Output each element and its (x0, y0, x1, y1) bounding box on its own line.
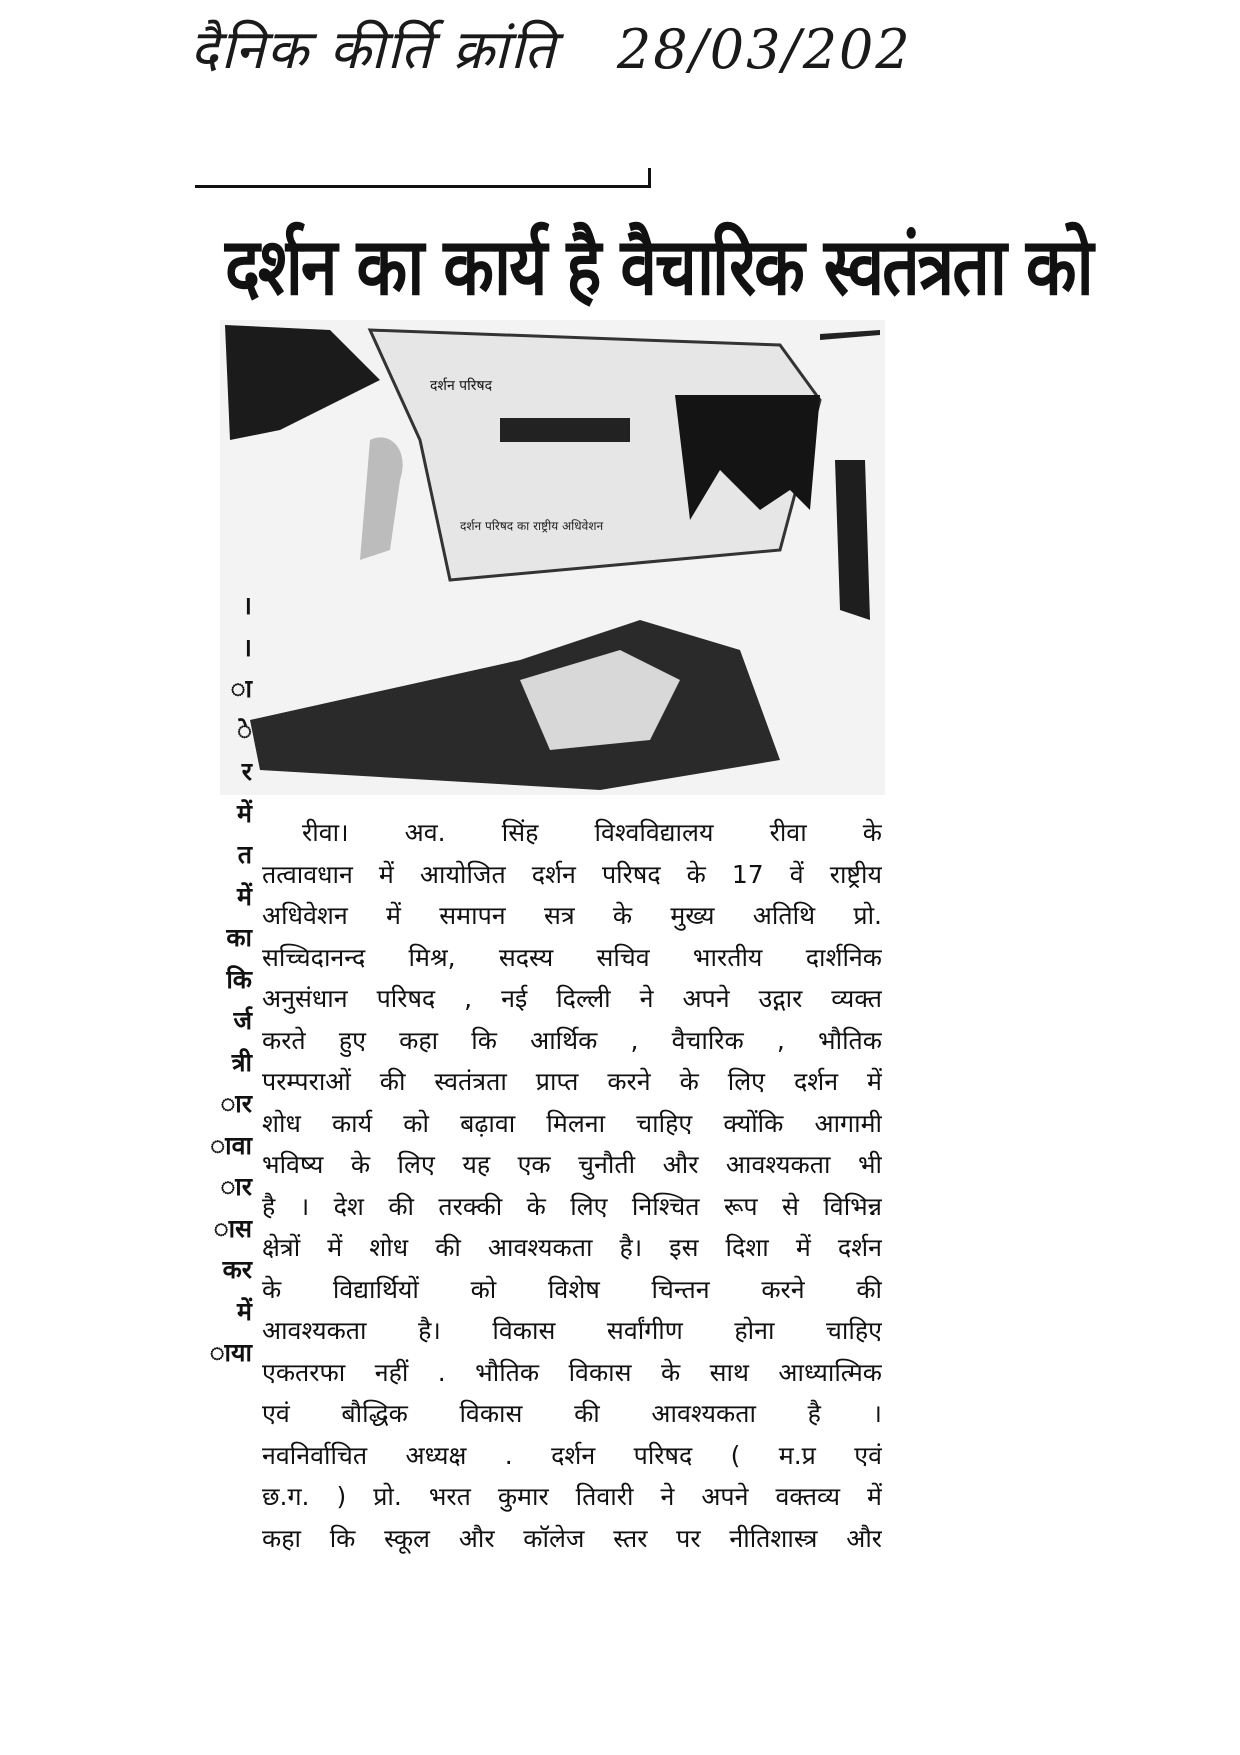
divider-rule (195, 185, 650, 188)
article-line: अनुसंधान परिषद , नई दिल्ली ने अपने उद्गार व्यक्त (262, 984, 882, 1013)
column-fragment: में (237, 798, 252, 828)
column-fragment: ा (230, 674, 252, 703)
article-line: के विद्यार्थियों को विशेष चिन्तन करने की (262, 1274, 882, 1304)
article-line: नवनिर्वाचित अध्यक्ष . दर्शन परिषद ( म.प्र एवं (262, 1440, 882, 1470)
clipping-date: 28/03/202 (616, 18, 912, 81)
article-line: एकतरफा नहीं . भौतिक विकास के साथ आध्यात्मिक (262, 1357, 882, 1387)
column-fragment: त्री (231, 1047, 252, 1077)
article-line: एवं बौद्धिक विकास की आवश्यकता है । (262, 1399, 882, 1428)
column-fragment: ार (220, 1089, 252, 1118)
article-line: रीवा। अव. सिंह विश्वविद्यालय रीवा के (302, 818, 882, 847)
column-fragment: र्ज (233, 1006, 252, 1035)
column-fragment: का (226, 923, 252, 952)
column-fragment: । (242, 632, 252, 662)
news-photo (220, 320, 885, 795)
article-line: अधिवेशन में समापन सत्र के मुख्य अतिथि प्रो. (262, 901, 882, 930)
article-line: छ.ग. ) प्रो. भरत कुमार तिवारी ने अपने वक्तव्य में (262, 1482, 882, 1511)
column-fragment: कर (222, 1255, 252, 1284)
photo-banner-text: दर्शन परिषद (430, 378, 493, 394)
column-fragment: । (242, 591, 252, 620)
article-line: तत्वावधान में आयोजित दर्शन परिषद के 17 वें राष्ट्रीय (262, 859, 882, 889)
column-fragment: े (237, 715, 252, 745)
article-body (262, 812, 882, 1559)
column-fragment: कि (226, 964, 252, 994)
column-fragment: में (237, 881, 252, 911)
column-fragment: ार (220, 1172, 252, 1201)
article-line: आवश्यकता है। विकास सर्वांगीण होना चाहिए (262, 1316, 882, 1345)
photo-banner-text-2: दर्शन परिषद का राष्ट्रीय अधिवेशन (460, 519, 604, 533)
column-fragment: में (237, 1296, 252, 1326)
article-line: है । देश की तरक्की के लिए निश्चित रूप से विभिन्न (262, 1191, 882, 1221)
article-line: सच्चिदानन्द मिश्र, सदस्य सचिव भारतीय दार्शनिक (262, 942, 882, 972)
masthead (190, 10, 912, 84)
adjacent-column-fragments (192, 585, 252, 1374)
article-line: शोध कार्य को बढ़ावा मिलना चाहिए क्योंकि आगामी (262, 1108, 882, 1138)
article-line: करते हुए कहा कि आर्थिक , वैचारिक , भौतिक (262, 1025, 882, 1055)
paper-name: दैनिक कीर्ति क्रांति (190, 18, 557, 81)
divider-tick (648, 168, 651, 188)
article-line: भविष्य के लिए यह एक चुनौती और आवश्यकता भी (262, 1150, 882, 1179)
column-fragment: ाया (209, 1338, 252, 1367)
article-line: क्षेत्रों में शोध की आवश्यकता है। इस दिशा में दर्शन (262, 1233, 882, 1262)
article-line: कहा कि स्कूल और कॉलेज स्तर पर नीतिशास्त्र और (262, 1523, 882, 1553)
column-fragment: र (241, 757, 252, 786)
article-line: परम्पराओं की स्वतंत्रता प्राप्त करने के लिए दर्शन में (262, 1067, 882, 1096)
headline: दर्शन का कार्य है वैचारिक स्वतंत्रता को (225, 220, 1092, 314)
column-fragment: ास (213, 1213, 252, 1243)
column-fragment: त (237, 840, 252, 869)
column-fragment: ावा (210, 1130, 252, 1160)
